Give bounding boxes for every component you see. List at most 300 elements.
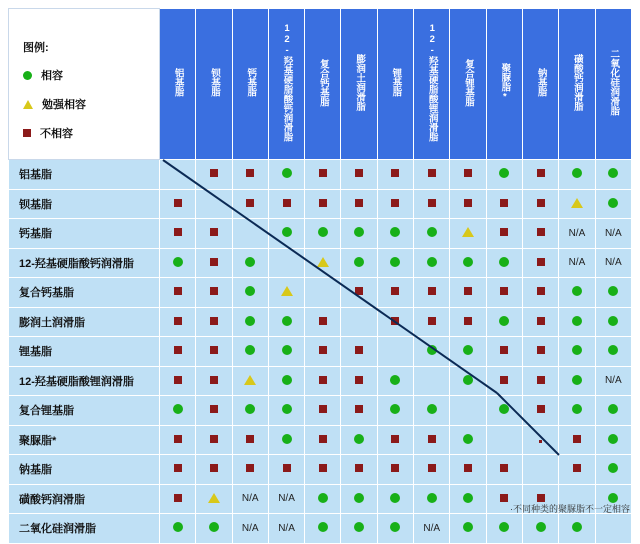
- compatibility-cell: [377, 366, 413, 396]
- compatibility-cell: [450, 455, 486, 485]
- green-circle-icon: [318, 522, 328, 532]
- green-circle-icon: [572, 404, 582, 414]
- column-header: [414, 9, 450, 160]
- legend-label: 相容: [41, 70, 63, 82]
- compatibility-cell: [414, 455, 450, 485]
- green-circle-icon: [318, 227, 328, 237]
- compatibility-cell: [305, 455, 341, 485]
- compatibility-cell: N/A: [595, 219, 631, 249]
- compatibility-cell: [341, 455, 377, 485]
- compatibility-cell: [414, 396, 450, 426]
- row-header: 钡基脂: [9, 189, 160, 219]
- compatibility-cell: [341, 189, 377, 219]
- compatibility-cell: [486, 278, 522, 308]
- yellow-triangle-icon: [244, 375, 256, 385]
- compatibility-cell: [522, 396, 558, 426]
- red-square-icon: [174, 494, 182, 502]
- red-square-icon: [537, 405, 545, 413]
- red-square-icon: [500, 228, 508, 236]
- compatibility-cell: [559, 278, 595, 308]
- compatibility-cell: [595, 337, 631, 367]
- compatibility-cell: [160, 160, 196, 190]
- green-circle-icon: [608, 463, 618, 473]
- red-square-icon: [391, 435, 399, 443]
- green-circle-icon: [463, 493, 473, 503]
- red-square-icon: [283, 199, 291, 207]
- green-circle-icon: [354, 227, 364, 237]
- red-square-icon: [174, 287, 182, 295]
- compatibility-cell: [268, 189, 304, 219]
- compatibility-cell: [486, 160, 522, 190]
- compatibility-cell: [305, 337, 341, 367]
- red-square-icon: [319, 317, 327, 325]
- green-circle-icon: [282, 227, 292, 237]
- red-square-icon: [174, 228, 182, 236]
- green-circle-icon: [463, 522, 473, 532]
- red-square-icon: [355, 199, 363, 207]
- compatibility-cell: [196, 484, 232, 514]
- compatibility-cell: [305, 425, 341, 455]
- column-header: [559, 9, 595, 160]
- column-header-label: 膨润土润滑脂: [354, 54, 366, 111]
- green-circle-icon: [608, 168, 618, 178]
- green-circle-icon: [608, 434, 618, 444]
- compatibility-cell: [232, 307, 268, 337]
- table-row: [9, 455, 632, 485]
- red-square-icon: [428, 317, 436, 325]
- compatibility-cell: [377, 455, 413, 485]
- compatibility-cell: [377, 337, 413, 367]
- red-square-icon: [391, 287, 399, 295]
- compatibility-cell: [450, 278, 486, 308]
- compatibility-cell: [160, 278, 196, 308]
- red-square-icon: [537, 494, 545, 502]
- red-square-icon: [391, 199, 399, 207]
- compatibility-cell: [559, 366, 595, 396]
- green-circle-icon: [608, 345, 618, 355]
- compatibility-cell: N/A: [232, 514, 268, 544]
- green-circle-icon: [572, 522, 582, 532]
- compatibility-cell: [522, 160, 558, 190]
- red-square-icon: [174, 464, 182, 472]
- column-header: [377, 9, 413, 160]
- red-square-icon: [23, 129, 31, 137]
- compatibility-cell: N/A: [595, 248, 631, 278]
- footnote: ·不同种类的聚脲脂不一定相容: [510, 504, 630, 514]
- compatibility-cell: [522, 337, 558, 367]
- yellow-triangle-icon: [571, 198, 583, 208]
- table-row: [9, 396, 632, 426]
- compatibility-cell: [305, 396, 341, 426]
- green-circle-icon: [572, 316, 582, 326]
- green-circle-icon: [209, 522, 219, 532]
- compatibility-cell: N/A: [595, 366, 631, 396]
- compatibility-cell: [414, 484, 450, 514]
- green-circle-icon: [354, 257, 364, 267]
- compatibility-cell: [160, 484, 196, 514]
- compatibility-cell: [377, 514, 413, 544]
- yellow-triangle-icon: [462, 227, 474, 237]
- compatibility-cell: [341, 337, 377, 367]
- compatibility-cell: [341, 278, 377, 308]
- column-header-label: 复合锂基脂: [463, 58, 475, 107]
- row-header: 二氧化硅润滑脂: [9, 514, 160, 544]
- compatibility-cell: [450, 307, 486, 337]
- compatibility-cell: [341, 248, 377, 278]
- row-header: 复合钙基脂: [9, 278, 160, 308]
- green-circle-icon: [499, 316, 509, 326]
- legend-box: [9, 9, 160, 160]
- green-circle-icon: [608, 316, 618, 326]
- green-circle-icon: [245, 257, 255, 267]
- compatibility-cell: [522, 278, 558, 308]
- green-circle-icon: [463, 345, 473, 355]
- compatibility-cell: [522, 219, 558, 249]
- red-square-icon: [355, 405, 363, 413]
- compatibility-cell: [232, 366, 268, 396]
- compatibility-cell: [196, 160, 232, 190]
- green-circle-icon: [390, 227, 400, 237]
- compatibility-cell: [559, 307, 595, 337]
- compatibility-cell: [232, 189, 268, 219]
- column-header-label: 12-羟基硬脂酸锂润滑脂: [426, 23, 438, 142]
- table-row: [9, 337, 632, 367]
- red-square-icon: [283, 464, 291, 472]
- column-header-label: 铝基脂: [172, 68, 184, 97]
- column-header: [486, 9, 522, 160]
- green-circle-icon: [427, 227, 437, 237]
- compatibility-cell: [232, 278, 268, 308]
- green-circle-icon: [608, 286, 618, 296]
- compatibility-cell: [559, 425, 595, 455]
- compatibility-cell: [559, 455, 595, 485]
- compatibility-cell: [160, 514, 196, 544]
- compatibility-cell: [595, 396, 631, 426]
- compatibility-cell: [305, 278, 341, 308]
- compatibility-cell: [414, 160, 450, 190]
- column-header-label: 12-羟基硬脂酸钙润滑脂: [281, 23, 293, 142]
- red-square-icon: [428, 199, 436, 207]
- compatibility-cell: [196, 366, 232, 396]
- green-circle-icon: [427, 257, 437, 267]
- compatibility-cell: [377, 219, 413, 249]
- red-square-icon: [246, 464, 254, 472]
- row-header: 钠基脂: [9, 455, 160, 485]
- compatibility-cell: [450, 425, 486, 455]
- red-square-icon: [355, 464, 363, 472]
- green-circle-icon: [245, 316, 255, 326]
- green-circle-icon: [282, 375, 292, 385]
- red-square-icon: [210, 169, 218, 177]
- compatibility-cell: [450, 189, 486, 219]
- red-square-icon: [246, 169, 254, 177]
- compatibility-cell: [341, 160, 377, 190]
- red-square-icon: [355, 287, 363, 295]
- red-square-icon: [573, 435, 581, 443]
- red-square-icon: [464, 317, 472, 325]
- red-dot-icon: [539, 440, 542, 443]
- compatibility-cell: [595, 455, 631, 485]
- legend-title: 图例:: [23, 42, 49, 54]
- compatibility-cell: [450, 337, 486, 367]
- compatibility-cell: [486, 219, 522, 249]
- red-square-icon: [319, 169, 327, 177]
- row-header: 膨润土润滑脂: [9, 307, 160, 337]
- grease-compatibility-table: [8, 8, 632, 544]
- compatibility-cell: [341, 366, 377, 396]
- compatibility-cell: [341, 425, 377, 455]
- red-square-icon: [391, 317, 399, 325]
- green-circle-icon: [282, 345, 292, 355]
- green-circle-icon: [390, 522, 400, 532]
- green-circle-icon: [427, 404, 437, 414]
- compatibility-cell: [377, 189, 413, 219]
- green-circle-icon: [608, 198, 618, 208]
- column-header: [341, 9, 377, 160]
- column-header: [268, 9, 304, 160]
- legend-item-compatible: [23, 67, 159, 83]
- green-circle-icon: [318, 493, 328, 503]
- table-body: [9, 160, 632, 544]
- compatibility-cell: [414, 307, 450, 337]
- red-square-icon: [210, 228, 218, 236]
- table-row: [9, 307, 632, 337]
- red-square-icon: [174, 376, 182, 384]
- compatibility-cell: [341, 484, 377, 514]
- table-row: [9, 425, 632, 455]
- red-square-icon: [319, 199, 327, 207]
- compatibility-cell: [377, 307, 413, 337]
- compatibility-cell: [196, 425, 232, 455]
- green-circle-icon: [245, 345, 255, 355]
- compatibility-cell: [268, 307, 304, 337]
- compatibility-cell: [232, 396, 268, 426]
- column-header: [160, 9, 196, 160]
- red-square-icon: [355, 376, 363, 384]
- red-square-icon: [537, 258, 545, 266]
- legend-item-marginal: [23, 96, 159, 112]
- compatibility-cell: [486, 396, 522, 426]
- green-circle-icon: [572, 286, 582, 296]
- compatibility-cell: N/A: [268, 484, 304, 514]
- red-square-icon: [537, 317, 545, 325]
- compatibility-cell: [595, 514, 631, 544]
- compatibility-cell: [486, 366, 522, 396]
- compatibility-cell: [232, 248, 268, 278]
- compatibility-cell: [196, 189, 232, 219]
- compatibility-cell: [486, 189, 522, 219]
- compatibility-cell: N/A: [559, 219, 595, 249]
- compatibility-cell: [305, 248, 341, 278]
- compatibility-cell: [232, 337, 268, 367]
- red-square-icon: [210, 258, 218, 266]
- table-row: [9, 219, 632, 249]
- red-square-icon: [428, 464, 436, 472]
- yellow-triangle-icon: [208, 493, 220, 503]
- compatibility-cell: [559, 337, 595, 367]
- compatibility-cell: [160, 425, 196, 455]
- green-circle-icon: [282, 168, 292, 178]
- green-circle-icon: [499, 404, 509, 414]
- red-square-icon: [464, 464, 472, 472]
- compatibility-cell: [450, 160, 486, 190]
- green-circle-icon: [173, 257, 183, 267]
- row-header: 12-羟基硬脂酸锂润滑脂: [9, 366, 160, 396]
- column-header-label: 磺酸钙润滑脂: [571, 54, 583, 111]
- column-header: [595, 9, 631, 160]
- compatibility-cell: [522, 248, 558, 278]
- compatibility-cell: [559, 160, 595, 190]
- compatibility-cell: [268, 425, 304, 455]
- compatibility-cell: [559, 396, 595, 426]
- compatibility-cell: [450, 366, 486, 396]
- red-square-icon: [537, 169, 545, 177]
- compatibility-cell: [414, 219, 450, 249]
- compatibility-cell: [160, 248, 196, 278]
- compatibility-cell: [414, 425, 450, 455]
- compatibility-cell: [196, 337, 232, 367]
- compatibility-cell: [196, 248, 232, 278]
- compatibility-cell: [196, 455, 232, 485]
- green-circle-icon: [572, 375, 582, 385]
- compatibility-cell: [377, 396, 413, 426]
- compatibility-cell: N/A: [268, 514, 304, 544]
- compatibility-cell: [160, 455, 196, 485]
- compatibility-cell: [232, 425, 268, 455]
- column-header-label: 钡基脂: [208, 68, 220, 97]
- green-circle-icon: [354, 493, 364, 503]
- compatibility-cell: [305, 307, 341, 337]
- compatibility-cell: [414, 278, 450, 308]
- green-circle-icon: [390, 493, 400, 503]
- green-circle-icon: [390, 257, 400, 267]
- compatibility-cell: [450, 514, 486, 544]
- row-header: 磺酸钙润滑脂: [9, 484, 160, 514]
- red-square-icon: [500, 287, 508, 295]
- red-square-icon: [319, 405, 327, 413]
- compatibility-cell: [595, 425, 631, 455]
- green-circle-icon: [390, 404, 400, 414]
- compatibility-cell: [196, 396, 232, 426]
- compatibility-cell: [232, 455, 268, 485]
- compatibility-cell: [268, 248, 304, 278]
- compatibility-cell: [268, 160, 304, 190]
- compatibility-cell: [377, 248, 413, 278]
- column-header-label: 钙基脂: [245, 68, 257, 97]
- column-header-label: 复合钙基脂: [317, 58, 329, 107]
- compatibility-cell: [595, 189, 631, 219]
- compatibility-cell: [595, 278, 631, 308]
- green-circle-icon: [463, 434, 473, 444]
- red-square-icon: [428, 435, 436, 443]
- table-row: [9, 248, 632, 278]
- compatibility-cell: [377, 484, 413, 514]
- compatibility-cell: [268, 455, 304, 485]
- compatibility-cell: [522, 307, 558, 337]
- compatibility-cell: [486, 307, 522, 337]
- compatibility-cell: [268, 366, 304, 396]
- compatibility-cell: [414, 189, 450, 219]
- column-header: [522, 9, 558, 160]
- green-circle-icon: [499, 522, 509, 532]
- compatibility-cell: [305, 160, 341, 190]
- yellow-triangle-icon: [23, 100, 33, 109]
- red-square-icon: [500, 346, 508, 354]
- green-circle-icon: [354, 434, 364, 444]
- compatibility-cell: [522, 425, 558, 455]
- compatibility-cell: [196, 514, 232, 544]
- compatibility-cell: [522, 189, 558, 219]
- column-header-label: 钠基脂: [535, 68, 547, 97]
- green-circle-icon: [282, 404, 292, 414]
- row-header: 复合锂基脂: [9, 396, 160, 426]
- compatibility-cell: [160, 189, 196, 219]
- compatibility-cell: [341, 307, 377, 337]
- green-circle-icon: [572, 168, 582, 178]
- table-row: [9, 278, 632, 308]
- green-circle-icon: [390, 375, 400, 385]
- green-circle-icon: [572, 345, 582, 355]
- red-square-icon: [355, 169, 363, 177]
- green-circle-icon: [427, 345, 437, 355]
- red-square-icon: [210, 287, 218, 295]
- red-square-icon: [500, 376, 508, 384]
- row-header: 聚脲脂*: [9, 425, 160, 455]
- compatibility-cell: [486, 455, 522, 485]
- red-square-icon: [464, 169, 472, 177]
- compatibility-cell: [450, 484, 486, 514]
- compatibility-cell: [160, 337, 196, 367]
- legend-label: 不相容: [40, 128, 73, 140]
- red-square-icon: [210, 464, 218, 472]
- green-circle-icon: [282, 316, 292, 326]
- compatibility-cell: N/A: [414, 514, 450, 544]
- compatibility-cell: [341, 514, 377, 544]
- compatibility-cell: [414, 248, 450, 278]
- red-square-icon: [537, 199, 545, 207]
- compatibility-cell: [377, 425, 413, 455]
- red-square-icon: [428, 287, 436, 295]
- red-square-icon: [464, 287, 472, 295]
- compatibility-cell: [160, 396, 196, 426]
- green-circle-icon: [463, 375, 473, 385]
- green-circle-icon: [354, 522, 364, 532]
- compatibility-cell: N/A: [232, 484, 268, 514]
- red-square-icon: [319, 376, 327, 384]
- green-circle-icon: [463, 257, 473, 267]
- compatibility-cell: [595, 160, 631, 190]
- green-circle-icon: [173, 522, 183, 532]
- compatibility-cell: [196, 307, 232, 337]
- red-square-icon: [500, 464, 508, 472]
- compatibility-cell: [268, 219, 304, 249]
- compatibility-cell: [268, 337, 304, 367]
- red-square-icon: [174, 317, 182, 325]
- green-circle-icon: [499, 168, 509, 178]
- red-square-icon: [246, 435, 254, 443]
- green-circle-icon: [282, 434, 292, 444]
- red-square-icon: [537, 346, 545, 354]
- green-circle-icon: [427, 493, 437, 503]
- row-header: 12-羟基硬脂酸钙润滑脂: [9, 248, 160, 278]
- green-circle-icon: [608, 404, 618, 414]
- compatibility-cell: [160, 307, 196, 337]
- green-circle-icon: [499, 257, 509, 267]
- red-square-icon: [500, 199, 508, 207]
- red-square-icon: [174, 199, 182, 207]
- compatibility-cell: [522, 514, 558, 544]
- red-square-icon: [428, 169, 436, 177]
